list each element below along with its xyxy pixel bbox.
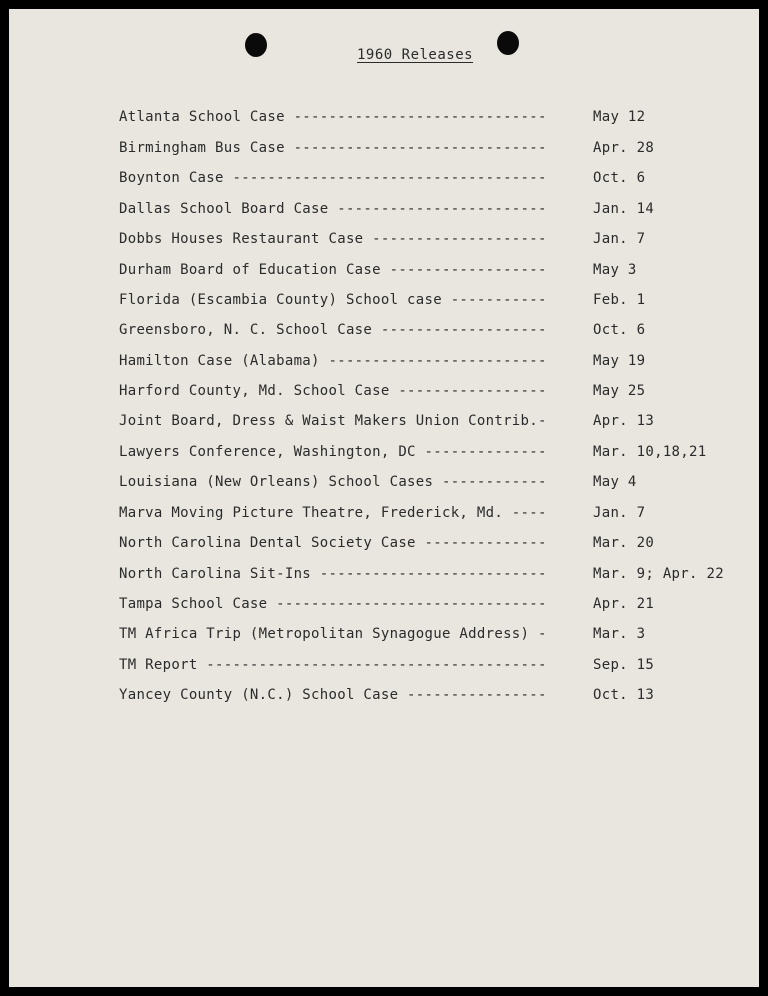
page-title: 1960 Releases bbox=[357, 47, 474, 63]
list-item bbox=[9, 687, 759, 707]
entry-date: Oct. 6 bbox=[593, 322, 646, 338]
entry-name: Boynton Case ------------------------------------ bbox=[119, 170, 547, 186]
entry-name: North Carolina Dental Society Case -------------- bbox=[119, 535, 547, 551]
entry-date: May 19 bbox=[593, 353, 646, 369]
entry-date: Jan. 14 bbox=[593, 201, 655, 217]
entry-name: Marva Moving Picture Theatre, Frederick, Md. ---- bbox=[119, 505, 547, 521]
entry-date: Mar. 3 bbox=[593, 626, 646, 642]
entry-date: Oct. 6 bbox=[593, 170, 646, 186]
entry-date: Apr. 28 bbox=[593, 140, 655, 156]
list-item bbox=[9, 170, 759, 190]
entry-name: Atlanta School Case ----------------------------- bbox=[119, 109, 547, 125]
entry-name: Yancey County (N.C.) School Case ---------------- bbox=[119, 687, 547, 703]
entry-name: Louisiana (New Orleans) School Cases ------------ bbox=[119, 474, 547, 490]
list-item bbox=[9, 383, 759, 403]
entry-name: Dobbs Houses Restaurant Case -------------------- bbox=[119, 231, 547, 247]
list-item bbox=[9, 292, 759, 312]
list-item bbox=[9, 626, 759, 646]
entry-date: Mar. 9; Apr. 22 bbox=[593, 566, 724, 582]
list-item bbox=[9, 505, 759, 525]
entry-name: Florida (Escambia County) School case ----------- bbox=[119, 292, 547, 308]
entry-name: TM Africa Trip (Metropolitan Synagogue Address) - bbox=[119, 626, 547, 642]
entry-name: Durham Board of Education Case ------------------ bbox=[119, 262, 547, 278]
entry-date: May 12 bbox=[593, 109, 646, 125]
entry-date: May 3 bbox=[593, 262, 637, 278]
list-item bbox=[9, 201, 759, 221]
entry-date: Apr. 21 bbox=[593, 596, 655, 612]
list-item bbox=[9, 535, 759, 555]
list-item bbox=[9, 657, 759, 677]
entry-date: May 4 bbox=[593, 474, 637, 490]
list-item bbox=[9, 566, 759, 586]
entry-name: Joint Board, Dress & Waist Makers Union Contrib.- bbox=[119, 413, 547, 429]
entry-name: Harford County, Md. School Case ----------------- bbox=[119, 383, 547, 399]
punch-hole-right bbox=[497, 31, 519, 55]
entry-date: Mar. 20 bbox=[593, 535, 655, 551]
list-item bbox=[9, 596, 759, 616]
entry-date: Apr. 13 bbox=[593, 413, 655, 429]
punch-hole-left bbox=[245, 33, 267, 57]
list-item bbox=[9, 444, 759, 464]
entry-date: Sep. 15 bbox=[593, 657, 655, 673]
entry-name: Tampa School Case ------------------------------- bbox=[119, 596, 547, 612]
entry-name: Greensboro, N. C. School Case ------------------- bbox=[119, 322, 547, 338]
list-item bbox=[9, 109, 759, 129]
document-page bbox=[9, 9, 759, 987]
entry-name: Lawyers Conference, Washington, DC -------------- bbox=[119, 444, 547, 460]
entry-date: Jan. 7 bbox=[593, 231, 646, 247]
list-item bbox=[9, 474, 759, 494]
entry-name: TM Report --------------------------------------- bbox=[119, 657, 547, 673]
entry-date: Feb. 1 bbox=[593, 292, 646, 308]
list-item bbox=[9, 262, 759, 282]
entry-name: Dallas School Board Case ------------------------ bbox=[119, 201, 547, 217]
entry-name: Hamilton Case (Alabama) ------------------------- bbox=[119, 353, 547, 369]
entry-date: Mar. 10,18,21 bbox=[593, 444, 707, 460]
entry-date: May 25 bbox=[593, 383, 646, 399]
entry-date: Jan. 7 bbox=[593, 505, 646, 521]
list-item bbox=[9, 353, 759, 373]
list-item bbox=[9, 140, 759, 160]
entry-name: North Carolina Sit-Ins -------------------------- bbox=[119, 566, 547, 582]
list-item bbox=[9, 231, 759, 251]
list-item bbox=[9, 322, 759, 342]
list-item bbox=[9, 413, 759, 433]
entry-date: Oct. 13 bbox=[593, 687, 655, 703]
entry-name: Birmingham Bus Case ----------------------------- bbox=[119, 140, 547, 156]
